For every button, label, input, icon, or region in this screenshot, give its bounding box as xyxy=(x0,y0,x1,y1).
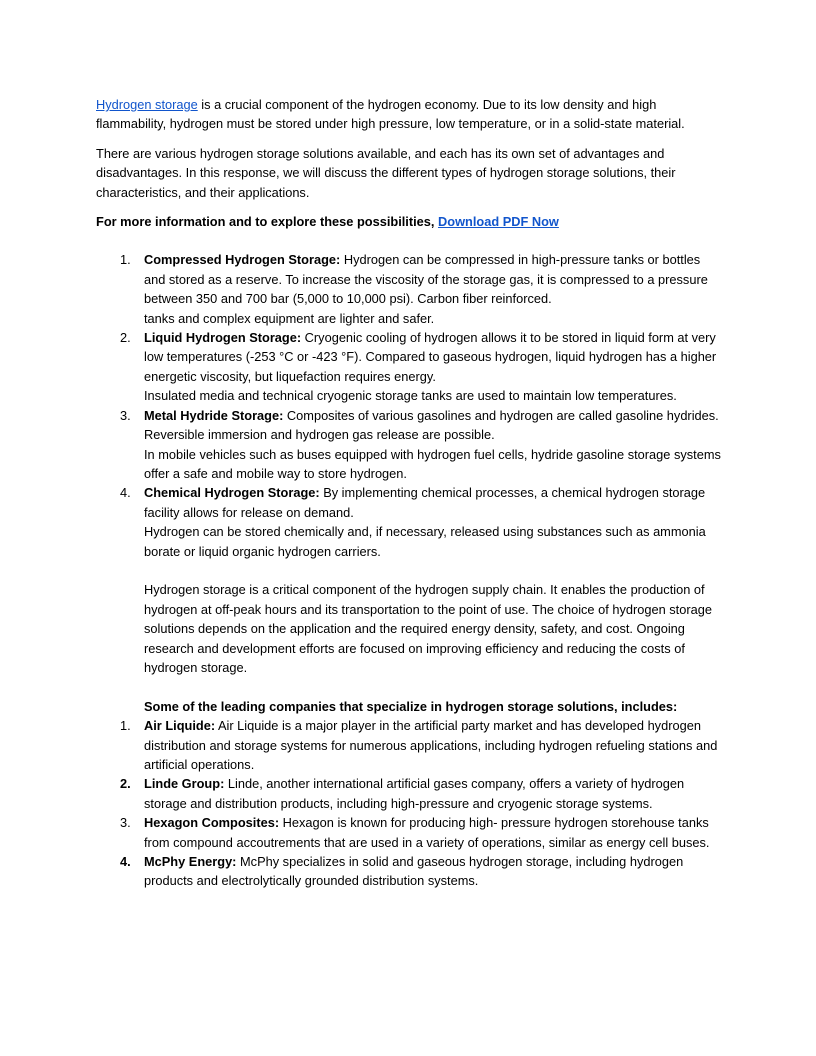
item-title: Compressed Hydrogen Storage: xyxy=(144,252,341,268)
list-number: 1. xyxy=(120,718,131,734)
hydrogen-storage-link[interactable]: Hydrogen storage xyxy=(96,97,198,112)
list-number: 2. xyxy=(120,776,131,792)
item-body xyxy=(144,485,705,519)
company-text: Air Liquide is a major player in the artificial party market and has developed hydrogen distribution and storage systems for numerous applications, including hydrogen refueling stations and artificial operations. xyxy=(144,718,718,772)
companies-heading: Some of the leading companies that specialize in hydrogen storage solutions, includes: xyxy=(144,698,678,714)
item-text: Hydrogen can be compressed in high-pressure tanks or bottles and stored as a reserve. To increase the viscosity of the storage gas, it is compressed to a pressure between 350 and 700 bar (5,000 to 10,000 psi). Carbon fiber reinforced. xyxy=(144,252,708,307)
item-body xyxy=(144,330,716,384)
item-extra: In mobile vehicles such as buses equipped with hydrogen fuel cells, hydride gasoline storage systems offer a safe and mobile way to store hydrogen. xyxy=(144,446,721,481)
cta-text: For more information and to explore these possibilities, xyxy=(96,214,439,230)
cta-line xyxy=(96,212,724,231)
spacer xyxy=(144,561,724,580)
company-item xyxy=(96,774,724,813)
summary-paragraph: Hydrogen storage is a critical component of the hydrogen supply chain. It enables the production of hydrogen at off-peak hours and its transportation to the point of use. The choice of hydrogen storage solutions depends on the application and the required energy density, safety, and cost. Ongoing research and development efforts are focused on improving efficiency and reducing the costs of hydrogen storage. xyxy=(144,582,712,675)
item-title: Metal Hydride Storage: xyxy=(144,407,284,423)
company-text: Hexagon is known for producing high- pressure hydrogen storehouse tanks from compound accoutrements that are used in a variety of operations, similar as energy cell buses. xyxy=(144,815,710,850)
list-number: 4. xyxy=(120,485,131,501)
list-item xyxy=(96,483,724,716)
company-name: Hexagon Composites: xyxy=(144,815,280,831)
spacer xyxy=(144,677,724,696)
company-item xyxy=(96,813,724,852)
company-text: Linde, another international artificial gases company, offers a variety of hydrogen storage and distribution products, including high-pressure and cryogenic storage systems. xyxy=(144,776,685,811)
item-text: By implementing chemical processes, a chemical hydrogen storage facility allows for release on demand. xyxy=(144,485,706,520)
intro-paragraph-1 xyxy=(96,95,724,134)
intro-paragraph-2: There are various hydrogen storage solutions available, and each has its own set of advantages and disadvantages. In this response, we will discuss the different types of hydrogen storage solutions, their characteristics, and their applications. xyxy=(96,145,676,200)
item-text: Composites of various gasolines and hydrogen are called gasoline hydrides. Reversible immersion and hydrogen gas release are possible. xyxy=(144,407,719,443)
list-item xyxy=(96,406,724,484)
list-number: 3. xyxy=(120,815,131,831)
company-name: McPhy Energy: xyxy=(144,854,237,869)
item-body xyxy=(144,408,719,442)
company-item xyxy=(96,716,724,774)
download-pdf-link[interactable]: Download PDF Now xyxy=(438,214,559,230)
list-number: 3. xyxy=(120,407,131,423)
company-name: Linde Group: xyxy=(144,776,225,792)
storage-types-list xyxy=(96,250,724,716)
item-extra: tanks and complex equipment are lighter and safer. xyxy=(144,310,435,326)
item-body xyxy=(144,252,708,306)
company-item xyxy=(96,852,724,891)
item-extra: Insulated media and technical cryogenic storage tanks are used to maintain low temperatures. xyxy=(144,388,677,404)
company-text: McPhy specializes in solid and gaseous hydrogen storage, including hydrogen products and electrolytically grounded distribution systems. xyxy=(144,854,684,889)
intro-paragraph-1-text: is a crucial component of the hydrogen economy. Due to its low density and high flammability, hydrogen must be stored under high pressure, low temperature, or in a solid-state material. xyxy=(96,97,685,132)
companies-list xyxy=(96,716,724,891)
company-name: Air Liquide: xyxy=(144,718,216,734)
item-text: Cryogenic cooling of hydrogen allows it to be stored in liquid form at very low temperatures (-253 °C or -423 °F). Compared to gaseous hydrogen, liquid hydrogen has a higher energetic viscosity, but liquefaction requires energy. xyxy=(144,330,717,384)
document-page xyxy=(96,95,724,891)
list-item xyxy=(96,328,724,406)
item-title: Liquid Hydrogen Storage: xyxy=(144,330,302,346)
item-title: Chemical Hydrogen Storage: xyxy=(144,485,320,501)
list-number: 1. xyxy=(120,252,131,268)
list-item xyxy=(96,250,724,328)
item-extra: Hydrogen can be stored chemically and, if necessary, released using substances such as ammonia borate or liquid organic hydrogen carriers. xyxy=(144,524,706,559)
list-number: 2. xyxy=(120,330,131,346)
list-number: 4. xyxy=(120,854,131,869)
